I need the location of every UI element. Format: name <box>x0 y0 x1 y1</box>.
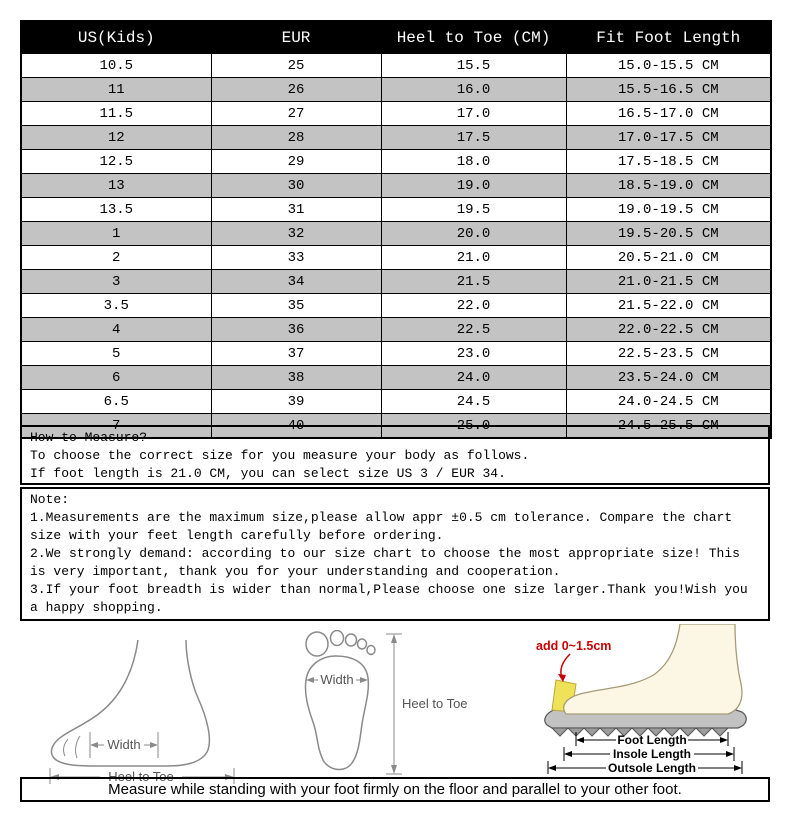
cell: 15.0-15.5 CM <box>566 54 771 78</box>
top-heel-to-toe-measure <box>386 634 402 774</box>
cell: 13.5 <box>21 198 211 222</box>
cell: 22.0 <box>381 294 566 318</box>
cell: 23.0 <box>381 342 566 366</box>
cell: 31 <box>211 198 381 222</box>
cell: 17.0-17.5 CM <box>566 126 771 150</box>
cell: 15.5-16.5 CM <box>566 78 771 102</box>
cell: 24.0-24.5 CM <box>566 390 771 414</box>
foot-in-shoe-outline <box>564 624 742 714</box>
table-row <box>21 126 771 150</box>
cell: 33 <box>211 246 381 270</box>
outsole-length-label: Outsole Length <box>608 761 696 775</box>
cell: 19.0 <box>381 174 566 198</box>
foot-length-label: Foot Length <box>617 733 687 747</box>
cell: 17.5-18.5 CM <box>566 150 771 174</box>
cell: 28 <box>211 126 381 150</box>
cell: 11.5 <box>21 102 211 126</box>
cell: 13 <box>21 174 211 198</box>
cell: 21.0 <box>381 246 566 270</box>
shoe-length-diagram <box>490 624 770 775</box>
cell: 35 <box>211 294 381 318</box>
cell: 5 <box>21 342 211 366</box>
cell: 26 <box>211 78 381 102</box>
size-table <box>20 20 772 439</box>
cell: 19.0-19.5 CM <box>566 198 771 222</box>
cell: 19.5-20.5 CM <box>566 222 771 246</box>
cell: 25.0 <box>381 414 566 439</box>
cell: 24.5 <box>381 390 566 414</box>
footprint-outline <box>305 631 375 770</box>
insole-length-label: Insole Length <box>613 747 691 761</box>
table-row <box>21 390 771 414</box>
cell: 22.0-22.5 CM <box>566 318 771 342</box>
measurement-diagrams <box>20 622 770 784</box>
cell: 21.5 <box>381 270 566 294</box>
cell: 21.5-22.0 CM <box>566 294 771 318</box>
note-item: 2.We strongly demand: according to our size chart to choose the most appropriate size! This is very important, thank you for your understanding and cooperation. <box>30 546 740 579</box>
cell: 38 <box>211 366 381 390</box>
note-item: 3.If your foot breadth is wider than normal,Please choose one size larger.Thank you!Wish you a happy shopping. <box>30 582 748 615</box>
cell: 12 <box>21 126 211 150</box>
table-row <box>21 150 771 174</box>
note-item: 1.Measurements are the maximum size,please allow appr ±0.5 cm tolerance. Compare the chart size with your feet length carefully before ordering. <box>30 510 733 543</box>
foot-side-view-diagram <box>34 636 266 786</box>
cell: 27 <box>211 102 381 126</box>
table-row <box>21 318 771 342</box>
cell: 21.0-21.5 CM <box>566 270 771 294</box>
cell: 22.5 <box>381 318 566 342</box>
table-row <box>21 342 771 366</box>
cell: 17.0 <box>381 102 566 126</box>
cell: 20.0 <box>381 222 566 246</box>
cell: 16.5-17.0 CM <box>566 102 771 126</box>
cell: 23.5-24.0 CM <box>566 366 771 390</box>
foot-top-view-diagram <box>288 630 498 778</box>
cell: 10.5 <box>21 54 211 78</box>
cell: 36 <box>211 318 381 342</box>
cell: 2 <box>21 246 211 270</box>
side-width-label: Width <box>107 737 141 752</box>
table-row <box>21 78 771 102</box>
how-to-measure-section <box>20 425 770 485</box>
table-row <box>21 246 771 270</box>
how-to-measure-title: How to Measure? <box>30 430 148 445</box>
cell: 17.5 <box>381 126 566 150</box>
cell: 25 <box>211 54 381 78</box>
table-row <box>21 294 771 318</box>
cell: 20.5-21.0 CM <box>566 246 771 270</box>
table-row <box>21 174 771 198</box>
cell: 18.0 <box>381 150 566 174</box>
top-width-label: Width <box>320 672 354 687</box>
cell: 6 <box>21 366 211 390</box>
cell: 22.5-23.5 CM <box>566 342 771 366</box>
cell: 24.5-25.5 CM <box>566 414 771 439</box>
cell: 3.5 <box>21 294 211 318</box>
how-to-measure-line: If foot length is 21.0 CM, you can select size US 3 / EUR 34. <box>30 466 506 481</box>
table-row <box>21 54 771 78</box>
how-to-measure-line: To choose the correct size for you measure your body as follows. <box>30 448 530 463</box>
cell: 24.0 <box>381 366 566 390</box>
header-cell-heel-to-toe: Heel to Toe (CM) <box>381 21 566 54</box>
header-cell-fit-foot-length: Fit Foot Length <box>566 21 771 54</box>
table-row <box>21 366 771 390</box>
measure-instruction: Measure while standing with your foot firmly on the floor and parallel to your other foot. <box>20 777 770 802</box>
cell: 32 <box>211 222 381 246</box>
cell: 30 <box>211 174 381 198</box>
table-row <box>21 198 771 222</box>
cell: 29 <box>211 150 381 174</box>
cell: 37 <box>211 342 381 366</box>
cell: 3 <box>21 270 211 294</box>
cell: 12.5 <box>21 150 211 174</box>
add-allowance-arrow <box>561 654 570 678</box>
cell: 7 <box>21 414 211 439</box>
side-heel-to-toe-label: Heel to Toe <box>108 769 174 784</box>
table-row <box>21 102 771 126</box>
header-cell-eur: EUR <box>211 21 381 54</box>
note-title: Note: <box>30 492 70 507</box>
cell: 4 <box>21 318 211 342</box>
cell: 40 <box>211 414 381 439</box>
cell: 6.5 <box>21 390 211 414</box>
cell: 11 <box>21 78 211 102</box>
add-allowance-label: add 0~1.5cm <box>536 639 612 653</box>
top-heel-to-toe-label: Heel to Toe <box>402 696 468 711</box>
cell: 1 <box>21 222 211 246</box>
header-cell-us-kids: US(Kids) <box>21 21 211 54</box>
cell: 18.5-19.0 CM <box>566 174 771 198</box>
note-section <box>20 487 770 621</box>
cell: 16.0 <box>381 78 566 102</box>
table-header-row <box>21 21 771 54</box>
table-row <box>21 222 771 246</box>
cell: 15.5 <box>381 54 566 78</box>
table-row <box>21 270 771 294</box>
cell: 39 <box>211 390 381 414</box>
cell: 19.5 <box>381 198 566 222</box>
cell: 34 <box>211 270 381 294</box>
